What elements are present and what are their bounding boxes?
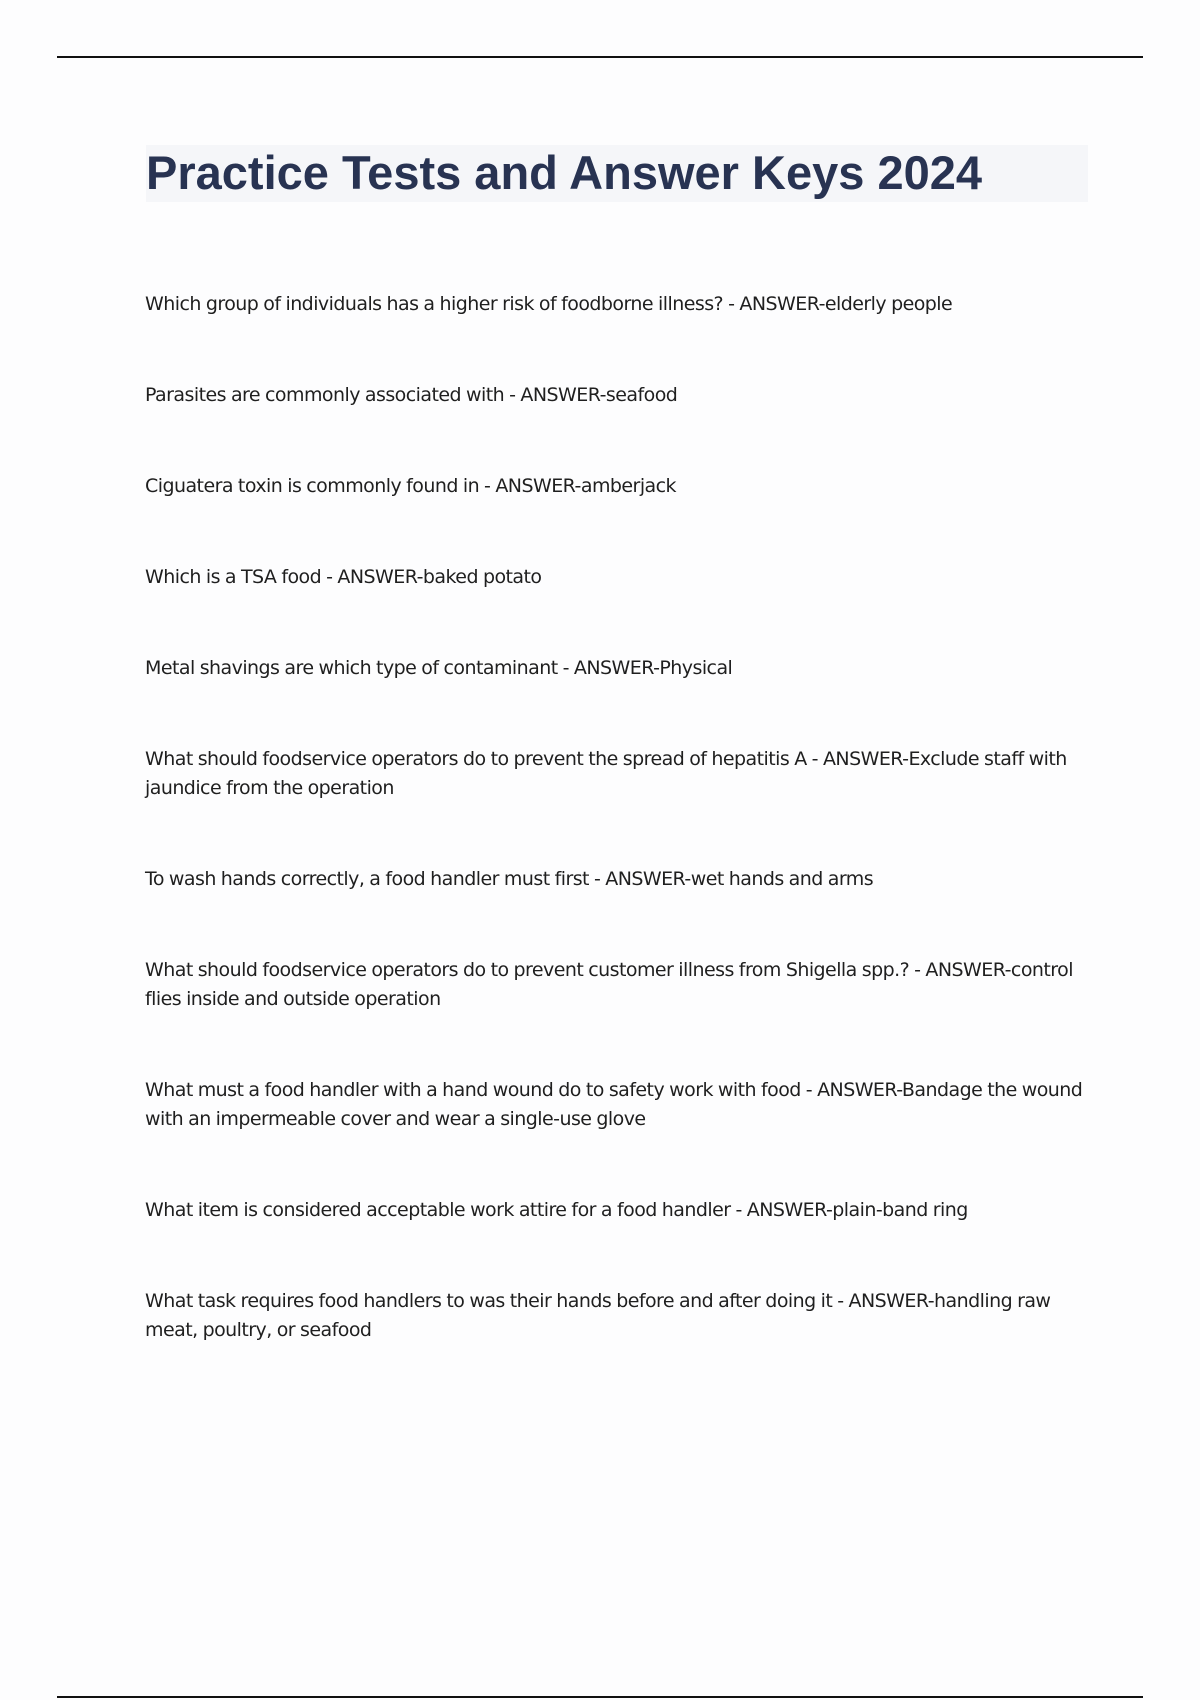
- question-answer-list: [145, 290, 1090, 1407]
- question-answer-item: What item is considered acceptable work attire for a food handler - ANSWER-plain-band ring: [145, 1199, 968, 1221]
- question-answer-item: What should foodservice operators do to prevent the spread of hepatitis A - ANSWER-Exclude staff with jaundice from the operation: [145, 748, 1067, 799]
- question-answer-item: What task requires food handlers to was their hands before and after doing it - ANSWER-handling raw meat, poultry, or seafood: [145, 1290, 1051, 1341]
- question-answer-item: What should foodservice operators do to prevent customer illness from Shigella spp.? - ANSWER-control flies inside and outside operation: [145, 959, 1073, 1010]
- bottom-divider: [57, 1696, 1143, 1698]
- question-answer-item: What must a food handler with a hand wound do to safety work with food - ANSWER-Bandage the wound with an impermeable cover and wear a single-use glove: [145, 1079, 1083, 1130]
- question-answer-item: To wash hands correctly, a food handler must first - ANSWER-wet hands and arms: [145, 868, 874, 890]
- page-title: Practice Tests and Answer Keys 2024: [146, 146, 982, 199]
- question-answer-item: Ciguatera toxin is commonly found in - ANSWER-amberjack: [145, 475, 676, 497]
- question-answer-item: Which is a TSA food - ANSWER-baked potato: [145, 566, 542, 588]
- top-divider: [57, 56, 1143, 58]
- question-answer-item: Metal shavings are which type of contaminant - ANSWER-Physical: [145, 657, 733, 679]
- question-answer-item: Parasites are commonly associated with - ANSWER-seafood: [145, 384, 678, 406]
- question-answer-item: Which group of individuals has a higher risk of foodborne illness? - ANSWER-elderly people: [145, 293, 953, 315]
